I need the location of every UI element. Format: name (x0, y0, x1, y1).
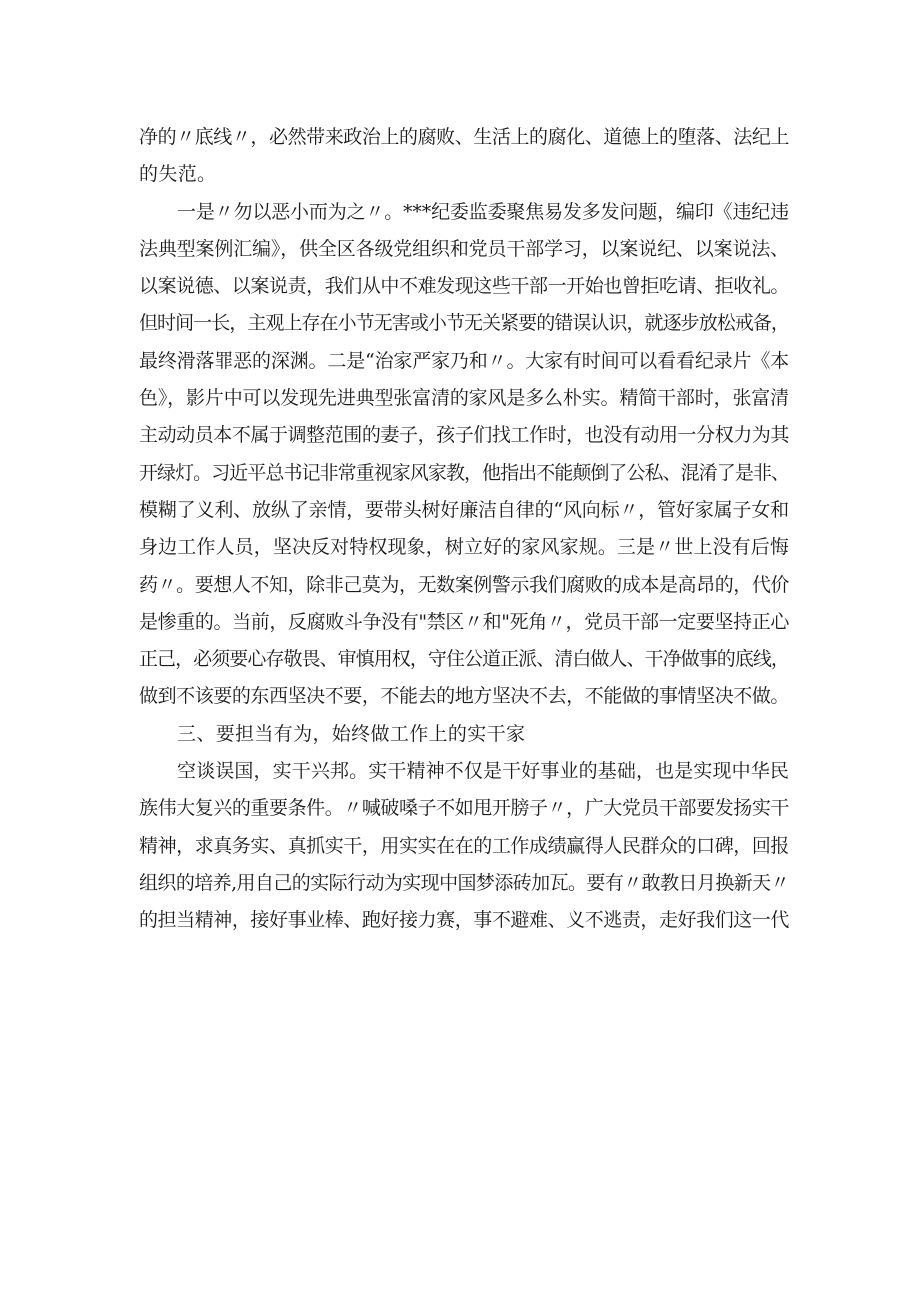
text-line: 的失范。 (139, 163, 217, 186)
text-line: 药〃。要想人不知，除非己莫为，无数案例警示我们腐败的成本是高昂的，代价 (139, 573, 789, 596)
text-line: 法典型案例汇编》，供全区各级党组织和党员干部学习，以案说纪、以案说法、 (139, 237, 789, 260)
text-line: 模糊了义利、放纵了亲情，要带头树好廉洁自律的“风向标〃，管好家属子女和 (139, 498, 789, 521)
text-line: 色》，影片中可以发现先进典型张富清的家风是多么朴实。精简干部时，张富清 (139, 387, 789, 410)
text-line: 主动动员本不属于调整范围的妻子，孩子们找工作时，也没有动用一分权力为其 (139, 424, 789, 447)
text-line: 开绿灯。习近平总书记非常重视家风家教，他指出不能颠倒了公私、混淆了是非、 (139, 461, 789, 484)
text-line: 一是〃勿以恶小而为之〃。***纪委监委聚焦易发多发问题，编印《违纪违 (177, 200, 789, 223)
text-line: 精神，求真务实、真抓实干，用实实在在的工作成绩赢得人民群众的口碑，回报 (139, 834, 789, 857)
text-line: 正己，必须要心存敬畏、审慎用权，守住公道正派、清白做人、干净做事的底线， (139, 648, 789, 671)
text-line: 空谈误国，实干兴邦。实干精神不仅是干好事业的基础，也是实现中华民 (177, 760, 789, 783)
text-line: 是惨重的。当前，反腐败斗争没有"禁区〃和"死角〃，党员干部一定要坚持正心 (139, 610, 789, 633)
text-line: 但时间一长，主观上存在小节无害或小节无关紧要的错误认识，就逐步放松戒备， (139, 312, 789, 335)
text-line: 的担当精神，接好事业棒、跑好接力赛，事不避难、义不逃责，走好我们这一代 (139, 909, 789, 932)
text-line: 身边工作人员，坚决反对特权现象，树立好的家风家规。三是〃世上没有后悔 (139, 536, 789, 559)
text-line: 组织的培养,用自己的实际行动为实现中国梦添砖加瓦。要有〃敢教日月换新天〃 (139, 871, 789, 894)
text-line: 以案说德、以案说责，我们从中不难发现这些干部一开始也曾拒吃请、拒收礼。 (139, 275, 789, 298)
text-line: 族伟大复兴的重要条件。〃喊破嗓子不如甩开膀子〃，广大党员干部要发扬实干 (139, 797, 789, 820)
text-line: 做到不该要的东西坚决不要，不能去的地方坚决不去，不能做的事情坚决不做。 (139, 685, 789, 708)
body-text (139, 119, 789, 940)
text-line: 三、要担当有为，始终做工作上的实干家 (177, 722, 526, 745)
text-line: 净的〃底线〃，必然带来政治上的腐败、生活上的腐化、道德上的堕落、法纪上 (139, 126, 789, 148)
text-line: 最终滑落罪恶的深渊。二是“治家严家乃和〃。大家有时间可以看看纪录片《本 (139, 349, 789, 372)
